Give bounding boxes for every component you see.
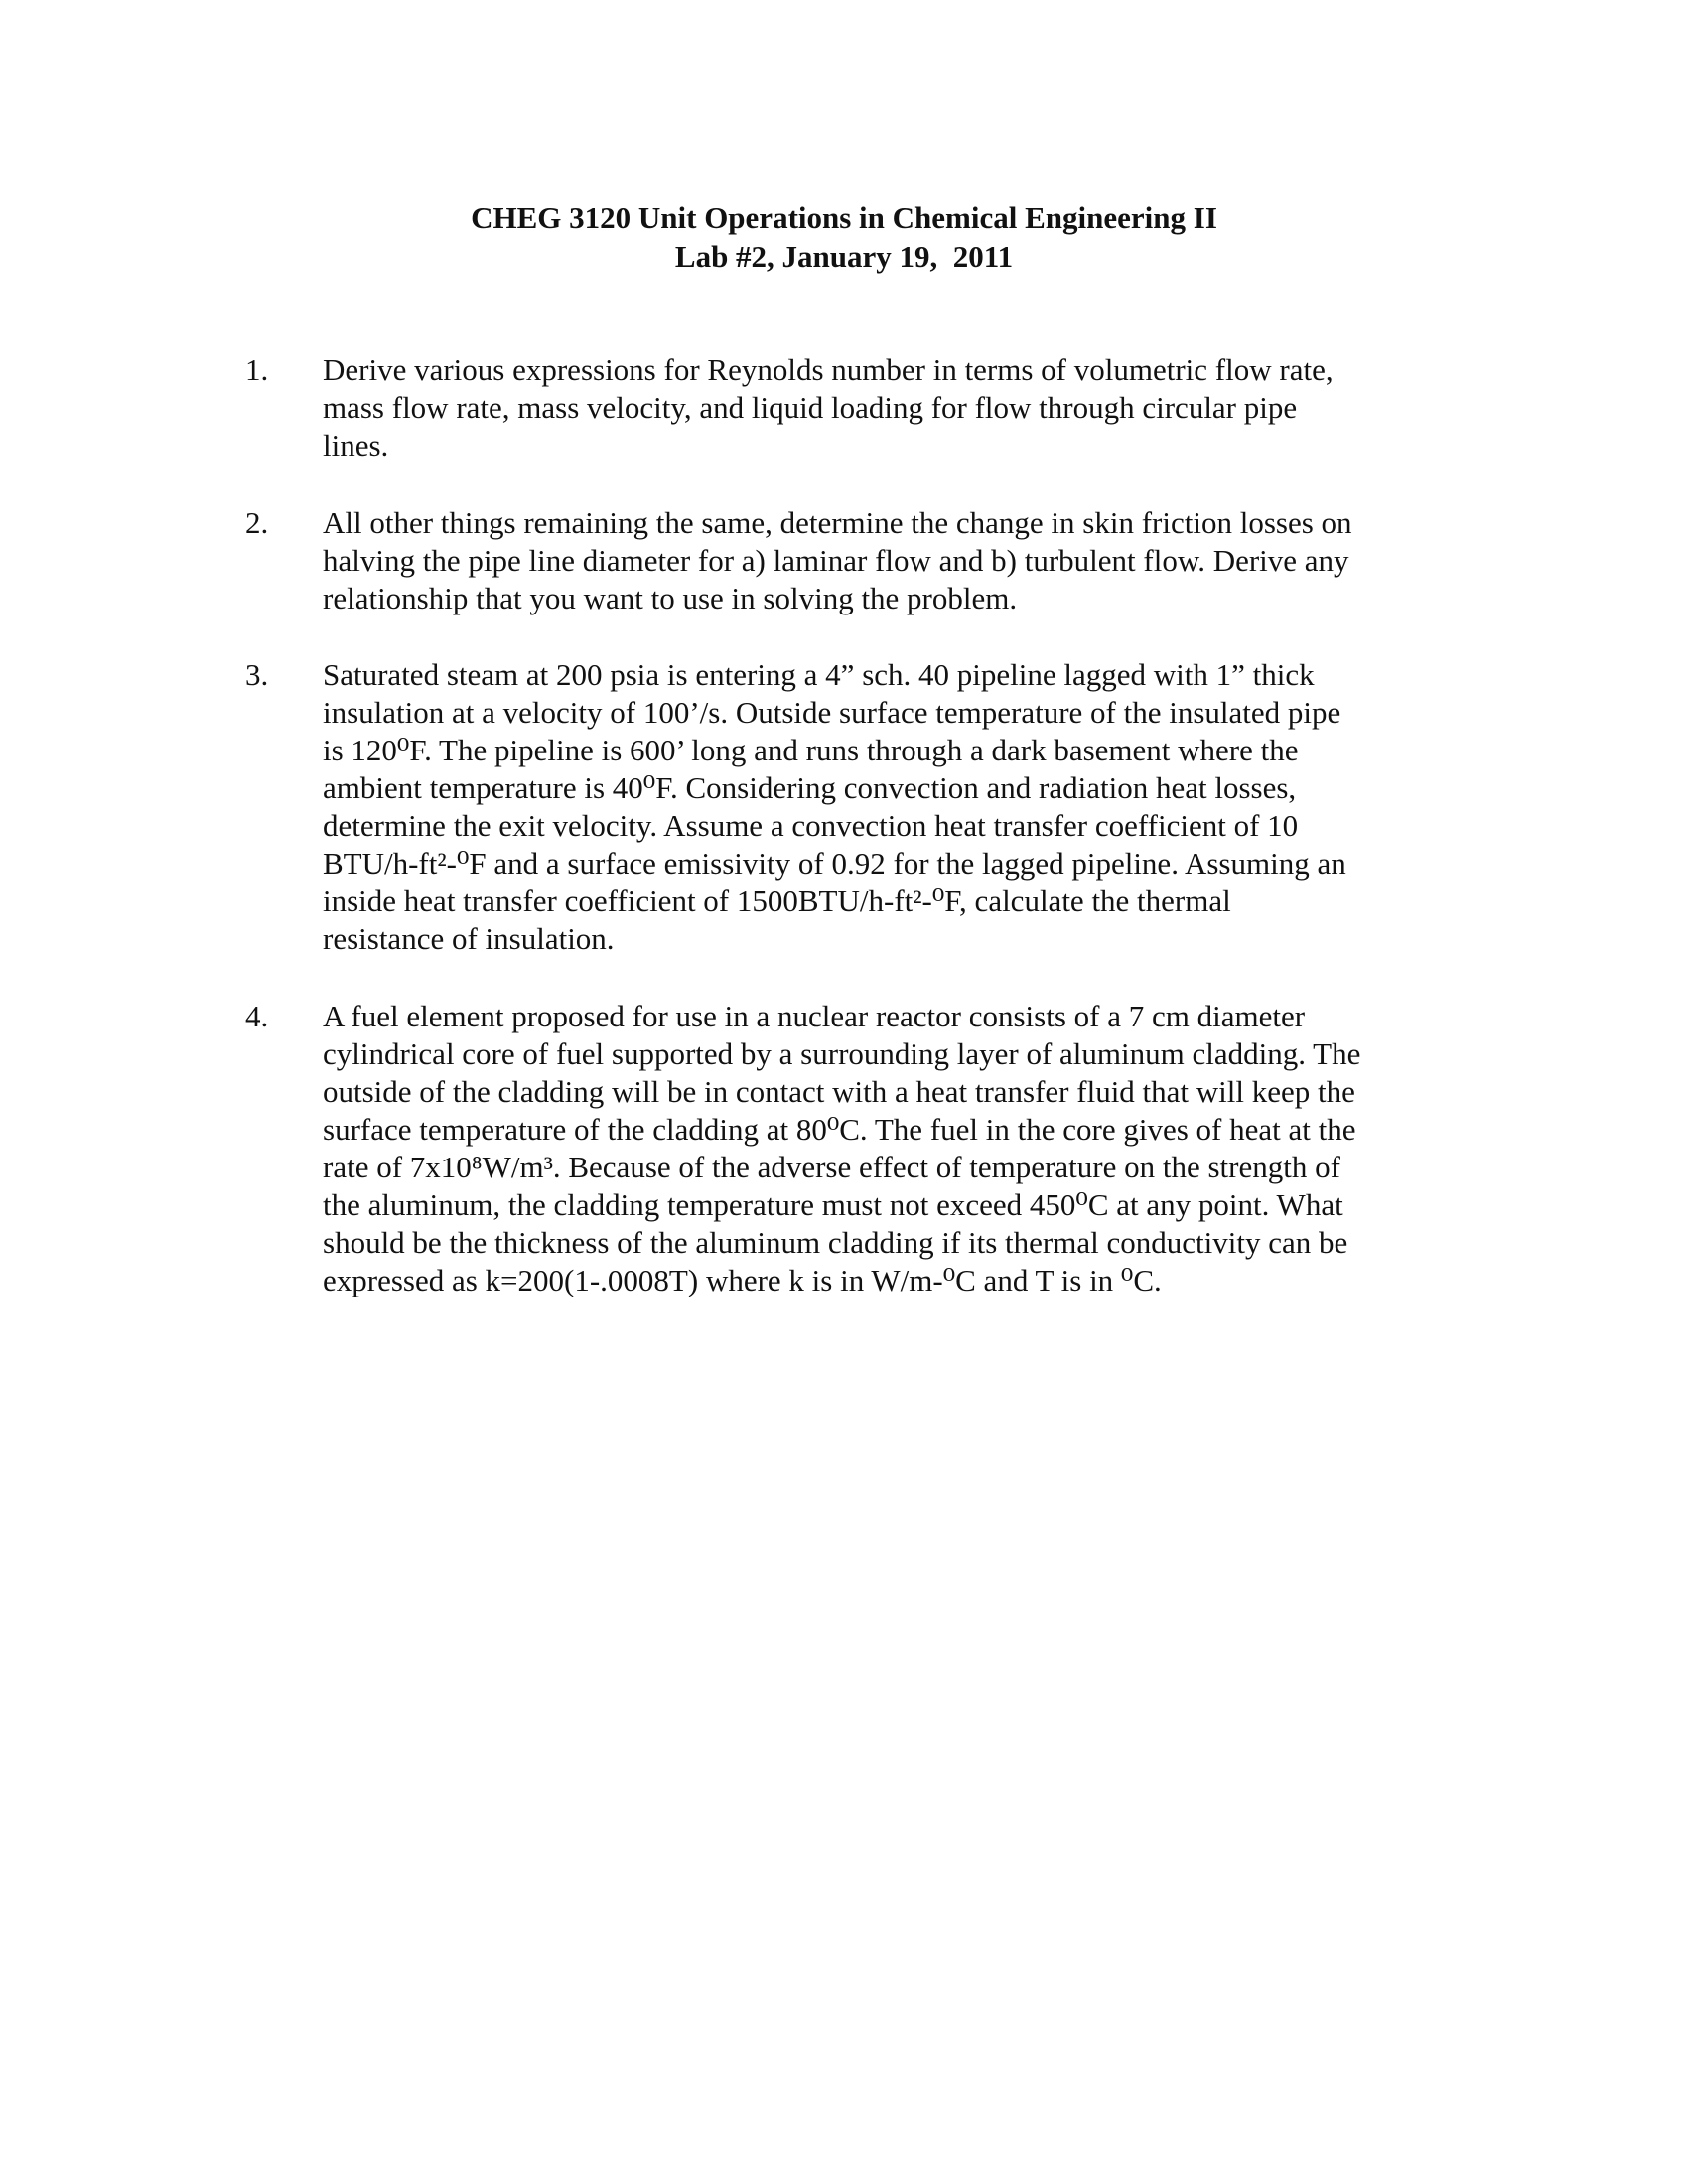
document-header (0, 199, 1688, 276)
question-line: outside of the cladding will be in contact with a heat transfer fluid that will keep the (323, 1074, 1355, 1109)
question-line: lines. (323, 428, 389, 463)
question-line: Derive various expressions for Reynolds number in terms of volumetric flow rate, (323, 352, 1334, 387)
question-line: Saturated steam at 200 psia is entering a 4” sch. 40 pipeline lagged with 1” thick (323, 657, 1315, 692)
question-text (323, 504, 1455, 617)
question-line: surface temperature of the cladding at 80⁰C. The fuel in the core gives of heat at the (323, 1112, 1356, 1147)
question-line: BTU/h-ft²-⁰F and a surface emissivity of 0.92 for the lagged pipeline. Assuming an (323, 846, 1346, 881)
question-number: 2. (245, 505, 269, 540)
question-text (323, 998, 1455, 1299)
question-text (323, 656, 1455, 958)
question-line: should be the thickness of the aluminum cladding if its thermal conductivity can be (323, 1225, 1348, 1260)
question-line: halving the pipe line diameter for a) laminar flow and b) turbulent flow. Derive any (323, 543, 1349, 578)
question-number: 1. (245, 352, 269, 387)
question-line: inside heat transfer coefficient of 1500BTU/h-ft²-⁰F, calculate the thermal (323, 884, 1231, 918)
question-line: the aluminum, the cladding temperature must not exceed 450⁰C at any point. What (323, 1187, 1343, 1222)
lab-date-subtitle: Lab #2, January 19, 2011 (674, 239, 1014, 274)
question-line: relationship that you want to use in solving the problem. (323, 581, 1018, 615)
course-title: CHEG 3120 Unit Operations in Chemical Engineering II (471, 201, 1217, 235)
question-line: mass flow rate, mass velocity, and liquid loading for flow through circular pipe (323, 390, 1298, 425)
question-line: rate of 7x10⁸W/m³. Because of the adverse effect of temperature on the strength of (323, 1150, 1340, 1184)
question-line: All other things remaining the same, determine the change in skin friction losses on (323, 505, 1352, 540)
question-line: A fuel element proposed for use in a nuclear reactor consists of a 7 cm diameter (323, 999, 1306, 1033)
question-line: cylindrical core of fuel supported by a surrounding layer of aluminum cladding. The (323, 1036, 1361, 1071)
question-number: 4. (245, 999, 269, 1033)
question-line: insulation at a velocity of 100’/s. Outside surface temperature of the insulated pipe (323, 695, 1341, 730)
question-line: resistance of insulation. (323, 921, 615, 956)
question-text (323, 351, 1455, 465)
question-line: expressed as k=200(1-.0008T) where k is in W/m-⁰C and T is in ⁰C. (323, 1263, 1162, 1297)
question-line: ambient temperature is 40⁰F. Considering convection and radiation heat losses, (323, 770, 1297, 805)
question-number: 3. (245, 657, 269, 692)
question-line: is 120⁰F. The pipeline is 600’ long and runs through a dark basement where the (323, 733, 1299, 767)
question-line: determine the exit velocity. Assume a convection heat transfer coefficient of 10 (323, 808, 1299, 843)
